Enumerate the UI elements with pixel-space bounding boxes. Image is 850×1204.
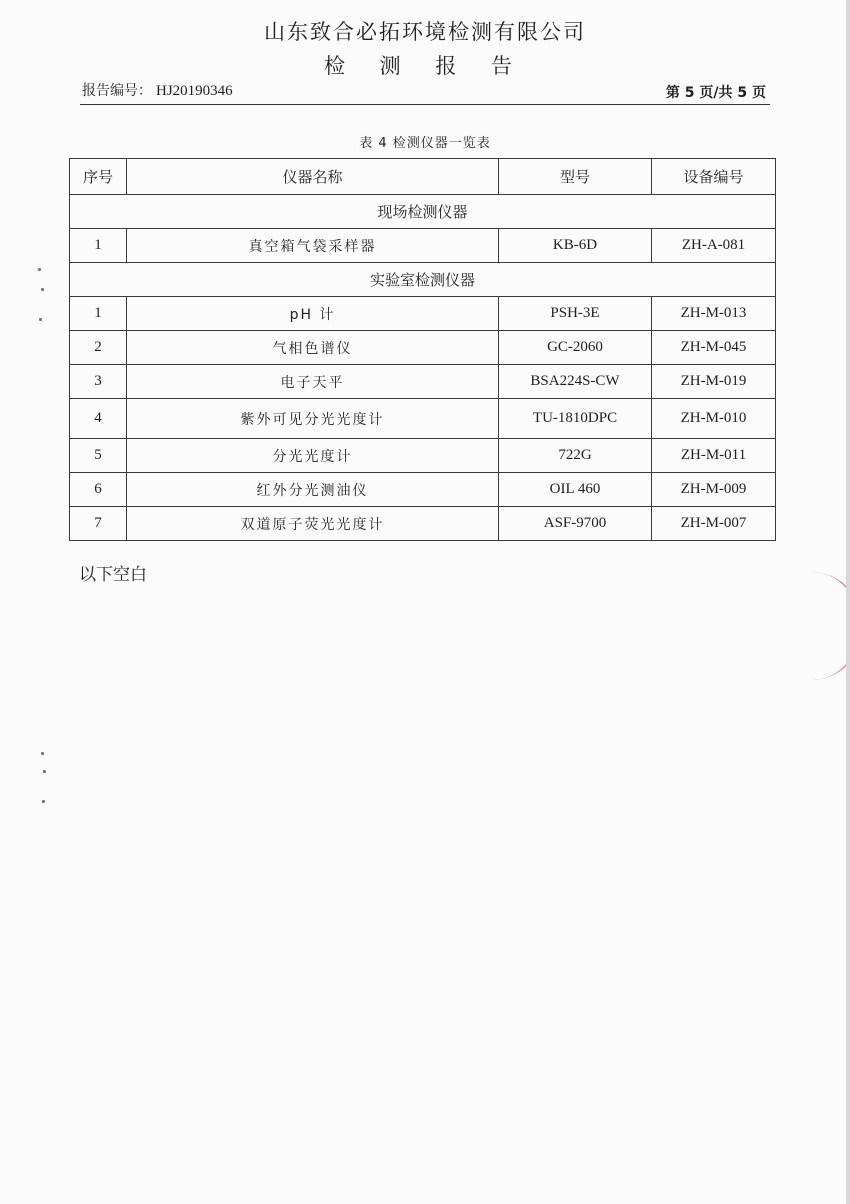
scan-speck <box>42 800 45 803</box>
equipment-number: ZH-M-007 <box>652 507 776 541</box>
blank-below-note: 以下空白 <box>79 565 147 585</box>
scan-speck <box>39 318 42 321</box>
model-number: BSA224S-CW <box>499 365 652 399</box>
model-number: TU-1810DPC <box>499 399 652 439</box>
equipment-number: ZH-M-013 <box>652 297 776 331</box>
model-number: KB-6D <box>499 229 652 263</box>
equipment-number: ZH-M-045 <box>652 331 776 365</box>
document-title: 检 测 报 告 <box>323 54 527 78</box>
instrument-name: 气相色谱仪 <box>127 331 499 365</box>
model-number: OIL 460 <box>499 473 652 507</box>
group-row <box>70 195 776 229</box>
report-number-value: HJ20190346 <box>156 83 233 99</box>
scan-edge <box>846 0 850 1204</box>
equipment-number: ZH-M-019 <box>652 365 776 399</box>
scan-speck <box>43 770 46 773</box>
row-number: 6 <box>70 473 127 507</box>
table-row <box>70 439 776 473</box>
instrument-name: 真空箱气袋采样器 <box>127 229 499 263</box>
equipment-number: ZH-M-009 <box>652 473 776 507</box>
report-number-label: 报告编号： <box>82 83 152 99</box>
table-row <box>70 399 776 439</box>
row-number: 5 <box>70 439 127 473</box>
group-title: 实验室检测仪器 <box>70 263 776 297</box>
table-body <box>70 195 776 541</box>
page-info: 第 5 页/共 5 页 <box>665 85 766 101</box>
table-row <box>70 507 776 541</box>
row-number: 4 <box>70 399 127 439</box>
table-row <box>70 297 776 331</box>
instrument-name: pH 计 <box>127 297 499 331</box>
column-header-seq: 序号 <box>70 159 127 195</box>
equipment-number: ZH-M-011 <box>652 439 776 473</box>
scan-speck <box>38 268 41 271</box>
table-row <box>70 365 776 399</box>
row-number: 7 <box>70 507 127 541</box>
table-header-row <box>70 159 776 195</box>
company-name: 山东致合必拓环境检测有限公司 <box>264 20 586 44</box>
model-number: 722G <box>499 439 652 473</box>
row-number: 1 <box>70 229 127 263</box>
table-caption: 表 4 检测仪器一览表 <box>359 136 491 151</box>
scan-speck <box>41 752 44 755</box>
instrument-name: 双道原子荧光光度计 <box>127 507 499 541</box>
equipment-number: ZH-M-010 <box>652 399 776 439</box>
model-number: GC-2060 <box>499 331 652 365</box>
scan-speck <box>41 288 44 291</box>
table-row <box>70 331 776 365</box>
group-row <box>70 263 776 297</box>
equipment-number: ZH-A-081 <box>652 229 776 263</box>
header-rule <box>80 104 770 105</box>
column-header-model: 型号 <box>499 159 652 195</box>
table-row <box>70 473 776 507</box>
column-header-equip-no: 设备编号 <box>652 159 776 195</box>
model-number: ASF-9700 <box>499 507 652 541</box>
row-number: 2 <box>70 331 127 365</box>
table-row <box>70 229 776 263</box>
instrument-name: 分光光度计 <box>127 439 499 473</box>
column-header-name: 仪器名称 <box>127 159 499 195</box>
row-number: 1 <box>70 297 127 331</box>
group-title: 现场检测仪器 <box>70 195 776 229</box>
row-number: 3 <box>70 365 127 399</box>
instrument-table <box>69 158 776 541</box>
model-number: PSH-3E <box>499 297 652 331</box>
instrument-name: 红外分光测油仪 <box>127 473 499 507</box>
seal-stamp-edge <box>812 572 850 680</box>
instrument-name: 电子天平 <box>127 365 499 399</box>
report-number <box>82 80 233 100</box>
instrument-name: 紫外可见分光光度计 <box>127 399 499 439</box>
